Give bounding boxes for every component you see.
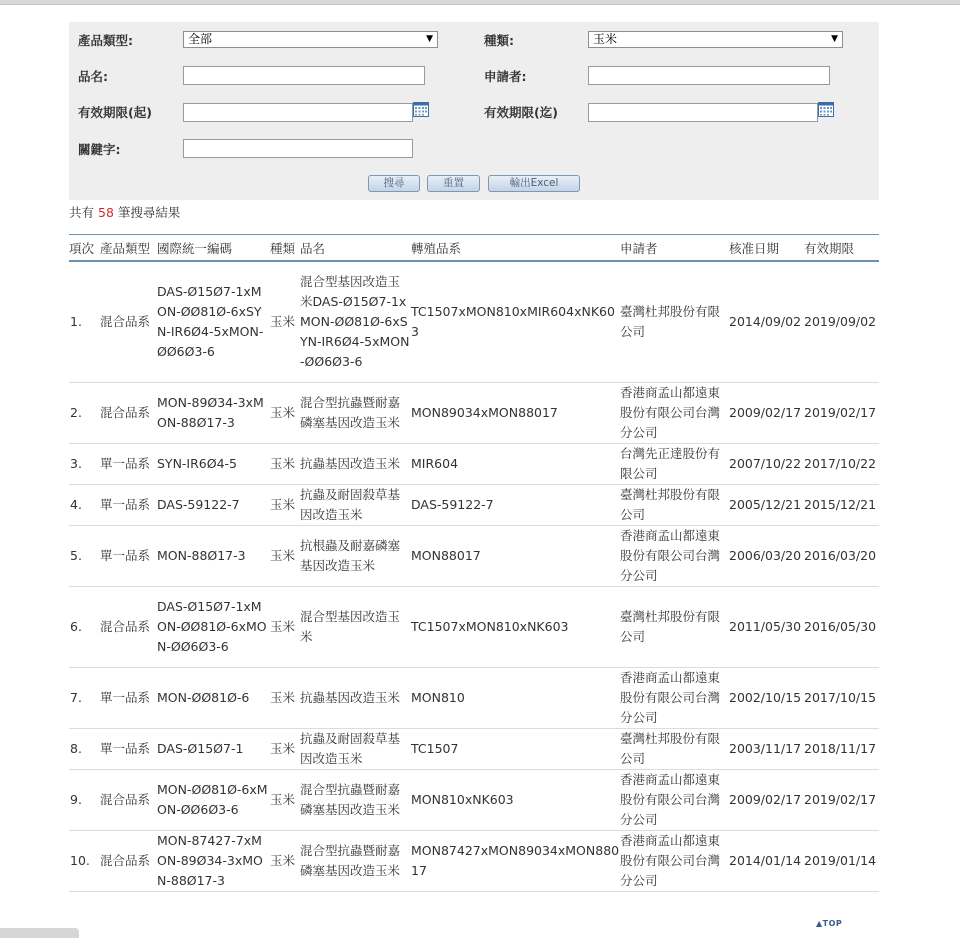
- cell-event: TC1507xMON810xNK603: [411, 586, 620, 667]
- col-product-type: 產品類型: [100, 235, 157, 262]
- keyword-label: 關鍵字:: [78, 142, 121, 157]
- cell-product-name: 抗蟲及耐固殺草基因改造玉米: [300, 484, 411, 525]
- cell-expiry-date: 2016/05/30: [804, 586, 879, 667]
- cell-expiry-date: 2016/03/20: [804, 525, 879, 586]
- table-row[interactable]: [69, 667, 879, 728]
- col-unique-id: 國際統一編碼: [157, 235, 270, 262]
- cell-event: TC1507: [411, 728, 620, 769]
- cell-applicant: 香港商孟山都遠東股份有限公司台灣分公司: [620, 830, 729, 891]
- cell-product-type: 單一品系: [100, 667, 157, 728]
- product-name-input[interactable]: [183, 66, 425, 85]
- cell-unique-id: MON-ØØ81Ø-6: [157, 667, 270, 728]
- cell-category: 玉米: [270, 443, 300, 484]
- browser-top-edge: [0, 0, 960, 5]
- chevron-down-icon: ▼: [426, 34, 433, 44]
- table-header-row: [69, 235, 879, 262]
- cell-product-type: 混合品系: [100, 261, 157, 382]
- cell-event: MON89034xMON88017: [411, 382, 620, 443]
- export-excel-button[interactable]: 輸出Excel: [488, 175, 580, 192]
- table-row[interactable]: [69, 261, 879, 382]
- cell-category: 玉米: [270, 261, 300, 382]
- cell-product-name: 混合型基因改造玉米: [300, 586, 411, 667]
- col-product-name: 品名: [300, 235, 411, 262]
- cell-product-name: 混合型基因改造玉米DAS-Ø15Ø7-1xMON-ØØ81Ø-6xSYN-IR6Ø4-5xMON-ØØ6Ø3-6: [300, 261, 411, 382]
- cell-approval-date: 2009/02/17: [729, 382, 804, 443]
- cell-expiry-date: 2019/02/17: [804, 382, 879, 443]
- cell-expiry-date: 2018/11/17: [804, 728, 879, 769]
- cell-approval-date: 2003/11/17: [729, 728, 804, 769]
- cell-approval-date: 2005/12/21: [729, 484, 804, 525]
- cell-index: 10.: [69, 830, 100, 891]
- calendar-icon[interactable]: [413, 102, 429, 117]
- cell-category: 玉米: [270, 830, 300, 891]
- cell-product-type: 混合品系: [100, 586, 157, 667]
- search-button[interactable]: 搜尋: [368, 175, 420, 192]
- table-row[interactable]: [69, 443, 879, 484]
- cell-expiry-date: 2019/01/14: [804, 830, 879, 891]
- cell-expiry-date: 2017/10/22: [804, 443, 879, 484]
- cell-unique-id: MON-ØØ81Ø-6xMON-ØØ6Ø3-6: [157, 769, 270, 830]
- valid-from-input[interactable]: [183, 103, 413, 122]
- cell-unique-id: DAS-Ø15Ø7-1xMON-ØØ81Ø-6xSYN-IR6Ø4-5xMON-ØØ6Ø3-6: [157, 261, 270, 382]
- valid-to-input[interactable]: [588, 103, 818, 122]
- cell-product-type: 混合品系: [100, 830, 157, 891]
- cell-product-name: 抗根蟲及耐嘉磷塞基因改造玉米: [300, 525, 411, 586]
- cell-index: 4.: [69, 484, 100, 525]
- cell-index: 3.: [69, 443, 100, 484]
- table-row[interactable]: [69, 586, 879, 667]
- cell-unique-id: DAS-Ø15Ø7-1xMON-ØØ81Ø-6xMON-ØØ6Ø3-6: [157, 586, 270, 667]
- keyword-input[interactable]: [183, 139, 413, 158]
- product-type-value: 全部: [188, 32, 213, 46]
- arrow-up-icon: ▲: [816, 919, 823, 928]
- table-row[interactable]: [69, 728, 879, 769]
- cell-product-type: 混合品系: [100, 769, 157, 830]
- back-to-top-link[interactable]: [816, 919, 842, 928]
- col-event: 轉殖品系: [411, 235, 620, 262]
- cell-category: 玉米: [270, 382, 300, 443]
- cell-product-name: 混合型抗蟲暨耐嘉磷塞基因改造玉米: [300, 769, 411, 830]
- cell-category: 玉米: [270, 525, 300, 586]
- col-expiry-date: 有效期限: [804, 235, 879, 262]
- reset-button[interactable]: 重置: [427, 175, 480, 192]
- cell-approval-date: 2002/10/15: [729, 667, 804, 728]
- cell-event: MON810xNK603: [411, 769, 620, 830]
- cell-unique-id: SYN-IR6Ø4-5: [157, 443, 270, 484]
- applicant-label: 申請者:: [484, 69, 527, 84]
- cell-product-name: 抗蟲基因改造玉米: [300, 667, 411, 728]
- cell-expiry-date: 2019/09/02: [804, 261, 879, 382]
- cell-approval-date: 2006/03/20: [729, 525, 804, 586]
- chevron-down-icon: ▼: [831, 34, 838, 44]
- cell-applicant: 香港商孟山都遠東股份有限公司台灣分公司: [620, 769, 729, 830]
- cell-index: 9.: [69, 769, 100, 830]
- cell-category: 玉米: [270, 728, 300, 769]
- result-count: [69, 203, 180, 221]
- col-category: 種類: [270, 235, 300, 262]
- cell-category: 玉米: [270, 484, 300, 525]
- cell-product-name: 混合型抗蟲暨耐嘉磷塞基因改造玉米: [300, 830, 411, 891]
- cell-product-type: 單一品系: [100, 525, 157, 586]
- col-applicant: 申請者: [620, 235, 729, 262]
- cell-category: 玉米: [270, 586, 300, 667]
- cell-product-name: 抗蟲及耐固殺草基因改造玉米: [300, 728, 411, 769]
- cell-product-type: 混合品系: [100, 382, 157, 443]
- table-row[interactable]: [69, 382, 879, 443]
- cell-product-type: 單一品系: [100, 728, 157, 769]
- cell-applicant: 臺灣杜邦股份有限公司: [620, 484, 729, 525]
- cell-approval-date: 2007/10/22: [729, 443, 804, 484]
- valid-from-label: 有效期限(起): [78, 105, 152, 120]
- cell-event: MON87427xMON89034xMON88017: [411, 830, 620, 891]
- cell-event: MON810: [411, 667, 620, 728]
- cell-unique-id: MON-88Ø17-3: [157, 525, 270, 586]
- cell-applicant: 臺灣杜邦股份有限公司: [620, 728, 729, 769]
- cell-category: 玉米: [270, 769, 300, 830]
- cell-unique-id: DAS-59122-7: [157, 484, 270, 525]
- cell-category: 玉米: [270, 667, 300, 728]
- cell-approval-date: 2009/02/17: [729, 769, 804, 830]
- result-count-prefix: 共有: [69, 205, 95, 220]
- cell-unique-id: MON-87427-7xMON-89Ø34-3xMON-88Ø17-3: [157, 830, 270, 891]
- cell-product-name: 抗蟲基因改造玉米: [300, 443, 411, 484]
- cell-applicant: 香港商孟山都遠東股份有限公司台灣分公司: [620, 667, 729, 728]
- cell-event: MON88017: [411, 525, 620, 586]
- cell-expiry-date: 2019/02/17: [804, 769, 879, 830]
- table-row[interactable]: [69, 769, 879, 830]
- bottom-tab: [0, 928, 79, 938]
- cell-index: 7.: [69, 667, 100, 728]
- table-row[interactable]: [69, 484, 879, 525]
- cell-approval-date: 2014/01/14: [729, 830, 804, 891]
- cell-applicant: 臺灣杜邦股份有限公司: [620, 586, 729, 667]
- results-table: [69, 234, 879, 892]
- col-index: 項次: [69, 235, 100, 262]
- cell-index: 5.: [69, 525, 100, 586]
- back-to-top-label: TOP: [822, 919, 843, 928]
- category-value: 玉米: [593, 32, 618, 46]
- product-type-label: 產品類型:: [78, 33, 133, 48]
- calendar-icon[interactable]: [818, 102, 834, 117]
- cell-product-type: 單一品系: [100, 443, 157, 484]
- table-row[interactable]: [69, 525, 879, 586]
- table-row[interactable]: [69, 830, 879, 891]
- applicant-input[interactable]: [588, 66, 830, 85]
- cell-applicant: 臺灣杜邦股份有限公司: [620, 261, 729, 382]
- cell-index: 6.: [69, 586, 100, 667]
- cell-applicant: 香港商孟山都遠東股份有限公司台灣分公司: [620, 525, 729, 586]
- cell-event: DAS-59122-7: [411, 484, 620, 525]
- cell-expiry-date: 2015/12/21: [804, 484, 879, 525]
- cell-index: 2.: [69, 382, 100, 443]
- category-select[interactable]: [588, 31, 843, 48]
- cell-product-type: 單一品系: [100, 484, 157, 525]
- cell-unique-id: DAS-Ø15Ø7-1: [157, 728, 270, 769]
- cell-event: MIR604: [411, 443, 620, 484]
- product-name-label: 品名:: [78, 69, 108, 84]
- col-approval-date: 核准日期: [729, 235, 804, 262]
- cell-unique-id: MON-89Ø34-3xMON-88Ø17-3: [157, 382, 270, 443]
- product-type-select[interactable]: [183, 31, 438, 48]
- result-count-number: 58: [98, 205, 114, 220]
- result-count-suffix: 筆搜尋結果: [117, 205, 181, 220]
- cell-index: 1.: [69, 261, 100, 382]
- cell-approval-date: 2011/05/30: [729, 586, 804, 667]
- cell-expiry-date: 2017/10/15: [804, 667, 879, 728]
- cell-approval-date: 2014/09/02: [729, 261, 804, 382]
- cell-applicant: 香港商孟山都遠東股份有限公司台灣分公司: [620, 382, 729, 443]
- cell-event: TC1507xMON810xMIR604xNK603: [411, 261, 620, 382]
- cell-product-name: 混合型抗蟲暨耐嘉磷塞基因改造玉米: [300, 382, 411, 443]
- valid-to-label: 有效期限(迄): [484, 105, 558, 120]
- category-label: 種類:: [484, 33, 514, 48]
- cell-applicant: 台灣先正達股份有限公司: [620, 443, 729, 484]
- cell-index: 8.: [69, 728, 100, 769]
